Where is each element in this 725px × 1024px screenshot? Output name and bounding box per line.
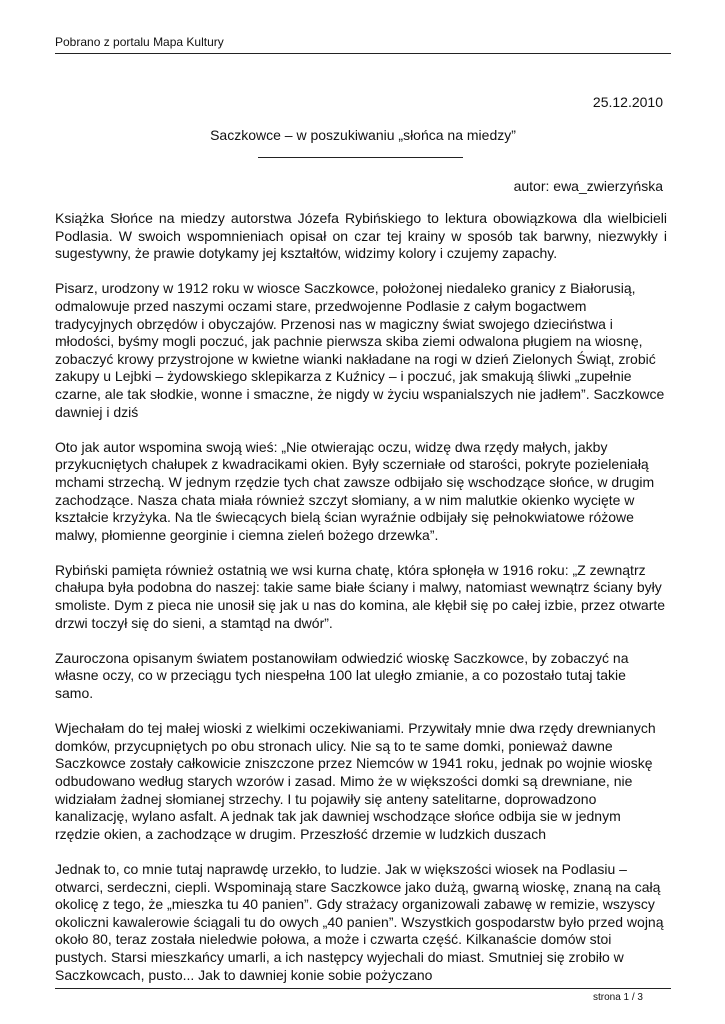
paragraph-5: Zauroczona opisanym światem postanowiłam odwiedzić wioskę Saczkowce, by zobaczyć na własne oczy, co w przeciągu tych niespełna 100 lat uległo zmianie, a co pozostało tutaj takie samo. [55, 649, 629, 702]
paragraph-1: Książka Słońce na miedzy autorstwa Józefa Rybińskiego to lektura obowiązkowa dla wielbicieli Podlasia. W swoich wspomnieniach opisał on czar tej krainy w sposób tak barwny, niezwykły i sugestywny, że prawie dotykamy jej kształtów, widzimy kolory i czujemy zapachy. [55, 210, 667, 262]
paragraph-4: Rybiński pamięta również ostatnią we wsi kurna chatę, która spłonęła w 1916 roku: „Z zewnątrz chałupa była podobna do naszej: takie same białe ściany i malwy, natomiast wewnątrz ściany były smoliste. Dym z pieca nie unosił się jak u nas do komina, ale kłębił się po całej izbie, przez otwarte drzwi toczył się do sieni, a stamtąd na dwór”. [55, 561, 666, 631]
paragraph-2: Pisarz, urodzony w 1912 roku w wiosce Saczkowce, położonej niedaleko granicy z Białorusią, odmalowuje przed naszymi oczami stare, przedwojenne Podlasie z całym bogactwem tradycyjnych obrzędów i obyczajów. Przenosi nas w magiczny świat swojego dzieciństwa i młodości, byśmy mogli poczuć, jak pachnie pierwsza skiba ziemi odwalona pługiem na wiosnę, zobaczyć krowy przystrojone w kwietne wianki nakładane na rogi w dzień Zielonych Świąt, zrobić zakupy u Lejbki – żydowskiego sklepikarza z Kuźnicy – i poczuć, jak smakują śliwki „zupełnie czarne, ale tak słodkie, wonne i smaczne, że nigdy w życiu wspanialszych nie jadłem”. Saczkowce dawniej i dziś [55, 280, 665, 420]
paragraph-3: Oto jak autor wspomina swoją wieś: „Nie otwierając oczu, widzę dwa rzędy małych, jakby przykucniętych chałupek z kwadracikami okien. Były sczerniałe od starości, pokryte pozieleniałą mchami strzechą. W jednym rzędzie tych chat zawsze odbijało się wschodzące słońce, w drugim zachodzące. Nasza chata miała również szczyt słomiany, a w nim malutkie okienko wycięte w kształcie krzyżyka. Na tle świecących bielą ścian wyraźnie odbijały się pełnokwiatowe różowe malwy, płomienne georginie i ciemna zieleń bożego drzewka”. [55, 438, 655, 543]
paragraph-6: Wjechałam do tej małej wioski z wielkimi oczekiwaniami. Przywitały mnie dwa rzędy drewnianych domków, przycupniętych po obu stronach ulicy. Nie są to te same domki, ponieważ dawne Saczkowce zostały całkowicie zniszczone przez Niemców w 1941 roku, jednak po wojnie wioskę odbudowano według starych wzorów i zasad. Mimo że w większości domki są drewniane, nie widziałam żadnej słomianej strzechy. I tu pojawiły się anteny satelitarne, doprowadzono kanalizację, wylano asfalt. A jednak tak jak dawniej wschodzące słońce odbija sie w jednym rzędzie okien, a zachodzące w drugim. Przeszłość drzemie w ludzkich duszach [55, 720, 656, 842]
page-number: strona 1 / 3 [592, 992, 643, 1003]
article-body [55, 210, 667, 1002]
footer-divider [55, 988, 671, 989]
article-date: 25.12.2010 [592, 94, 663, 110]
paragraph-7: Jednak to, co mnie tutaj naprawdę urzekło, to ludzie. Jak w większości wiosek na Podlasiu – otwarci, serdeczni, ciepli. Wspominają stare Saczkowce jako dużą, gwarną wioskę, znaną na całą okolicę z tego, że „mieszka tu 40 panien”. Gdy strażacy organizowali zabawę w remizie, wszyscy okoliczni kawalerowie ściągali tu do owych „40 panien”. Wszystkich gospodarstw było przed wojną około 80, teraz została nieledwie połowa, a może i czwarta część. Kilkanaście domów stoi pustych. Starsi mieszkańcy umarli, a ich następcy wyjechali do miast. Smutniej się zrobiło w Saczkowcach, pusto... Jak to dawniej konie sobie pożyczano [55, 860, 664, 983]
page-header-source: Pobrano z portalu Mapa Kultury [55, 35, 671, 54]
article-author: autor: ewa_zwierzyńska [513, 178, 663, 194]
article-title: Saczkowce – w poszukiwaniu „słońca na miedzy” [210, 127, 516, 143]
title-underline [258, 157, 463, 158]
